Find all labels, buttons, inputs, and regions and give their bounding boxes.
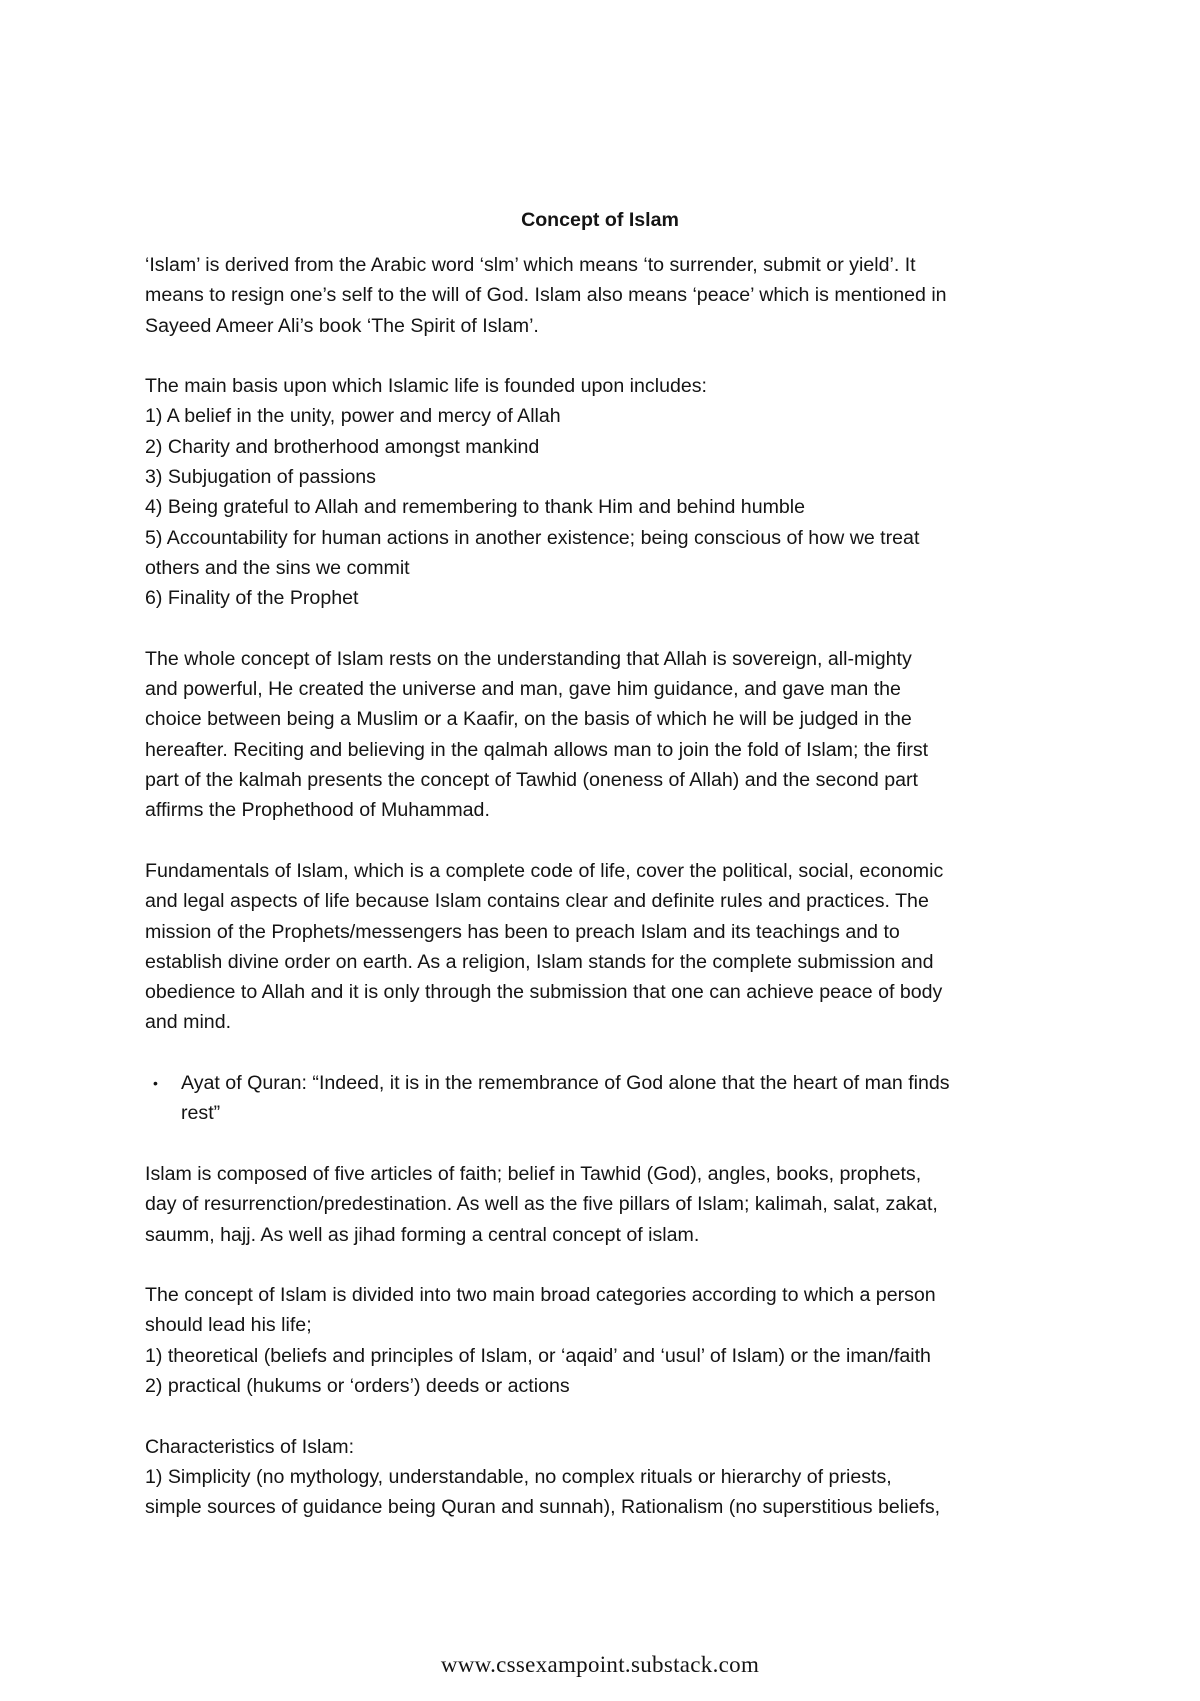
characteristics-line: simple sources of guidance being Quran and sunnah), Rationalism (no superstitious beliefs,: [145, 1496, 941, 1519]
categories-line: 2) practical (hukums or ‘orders’) deeds or actions: [145, 1374, 570, 1397]
whole-concept-line: hereafter. Reciting and believing in the qalmah allows man to join the fold of Islam; the first: [145, 738, 929, 761]
fundamentals-line: and mind.: [145, 1011, 232, 1034]
intro-paragraph: [145, 250, 1055, 341]
basis-line: 6) Finality of the Prophet: [145, 587, 359, 610]
characteristics-line: Characteristics of Islam:: [145, 1435, 355, 1458]
articles-line: saumm, hajj. As well as jihad forming a central concept of islam.: [145, 1223, 700, 1246]
fundamentals-line: and legal aspects of life because Islam contains clear and definite rules and practices. The: [145, 890, 929, 913]
bullet-line: Ayat of Quran: “Indeed, it is in the remembrance of God alone that the heart of man finds: [181, 1072, 950, 1095]
whole-concept-line: and powerful, He created the universe and man, gave him guidance, and gave man the: [145, 678, 901, 701]
basis-line: The main basis upon which Islamic life is founded upon includes:: [145, 375, 707, 398]
basis-line: 3) Subjugation of passions: [145, 466, 376, 489]
bullet-line: rest”: [181, 1102, 221, 1125]
fundamentals-line: mission of the Prophets/messengers has been to preach Islam and its teachings and to: [145, 920, 900, 943]
intro-line: ‘Islam’ is derived from the Arabic word ‘slm’ which means ‘to surrender, submit or yield’. It: [145, 254, 916, 276]
whole-concept-line: affirms the Prophethood of Muhammad.: [145, 799, 490, 822]
categories-line: 1) theoretical (beliefs and principles of Islam, or ‘aqaid’ and ‘usul’ of Islam) or the iman/faith: [145, 1344, 931, 1367]
fundamentals-line: Fundamentals of Islam, which is a complete code of life, cover the political, social, economic: [145, 859, 944, 882]
whole-concept-line: The whole concept of Islam rests on the understanding that Allah is sovereign, all-mighty: [145, 647, 912, 670]
fundamentals-line: establish divine order on earth. As a religion, Islam stands for the complete submission and: [145, 950, 934, 973]
categories-line: should lead his life;: [145, 1314, 312, 1337]
characteristics-line: 1) Simplicity (no mythology, understandable, no complex rituals or hierarchy of priests,: [145, 1465, 892, 1488]
document-page: [145, 205, 1055, 1553]
basis-line: others and the sins we commit: [145, 556, 410, 579]
articles-paragraph: [145, 1159, 1055, 1250]
basis-line: 2) Charity and brotherhood amongst mankind: [145, 435, 540, 458]
intro-line: means to resign one’s self to the will of God. Islam also means ‘peace’ which is mentioned in: [145, 284, 947, 307]
whole-concept-line: choice between being a Muslim or a Kaafir, on the basis of which he will be judged in the: [145, 708, 912, 731]
bullet-icon: •: [153, 1075, 158, 1092]
page-title: Concept of Islam: [521, 209, 679, 231]
whole-concept-paragraph: [145, 644, 1055, 826]
categories-line: The concept of Islam is divided into two main broad categories according to which a person: [145, 1284, 936, 1307]
basis-line: 4) Being grateful to Allah and remembering to thank Him and behind humble: [145, 496, 806, 519]
intro-line: Sayeed Ameer Ali’s book ‘The Spirit of Islam’.: [145, 314, 539, 337]
fundamentals-line: obedience to Allah and it is only through the submission that one can achieve peace of body: [145, 981, 943, 1004]
quran-ayat-bullet: [145, 1068, 1055, 1129]
fundamentals-paragraph: [145, 856, 1055, 1038]
basis-line: 1) A belief in the unity, power and mercy of Allah: [145, 405, 561, 428]
basis-paragraph: [145, 371, 1055, 613]
whole-concept-line: part of the kalmah presents the concept of Tawhid (oneness of Allah) and the second part: [145, 769, 918, 792]
articles-line: Islam is composed of five articles of faith; belief in Tawhid (God), angles, books, prophets,: [145, 1162, 922, 1185]
footer-website: www.cssexampoint.substack.com: [440, 1652, 760, 1677]
characteristics-paragraph: [145, 1432, 1055, 1523]
categories-paragraph: [145, 1280, 1055, 1401]
articles-line: day of resurrenction/predestination. As well as the five pillars of Islam; kalimah, salat, zakat,: [145, 1193, 938, 1216]
basis-line: 5) Accountability for human actions in another existence; being conscious of how we treat: [145, 526, 920, 549]
